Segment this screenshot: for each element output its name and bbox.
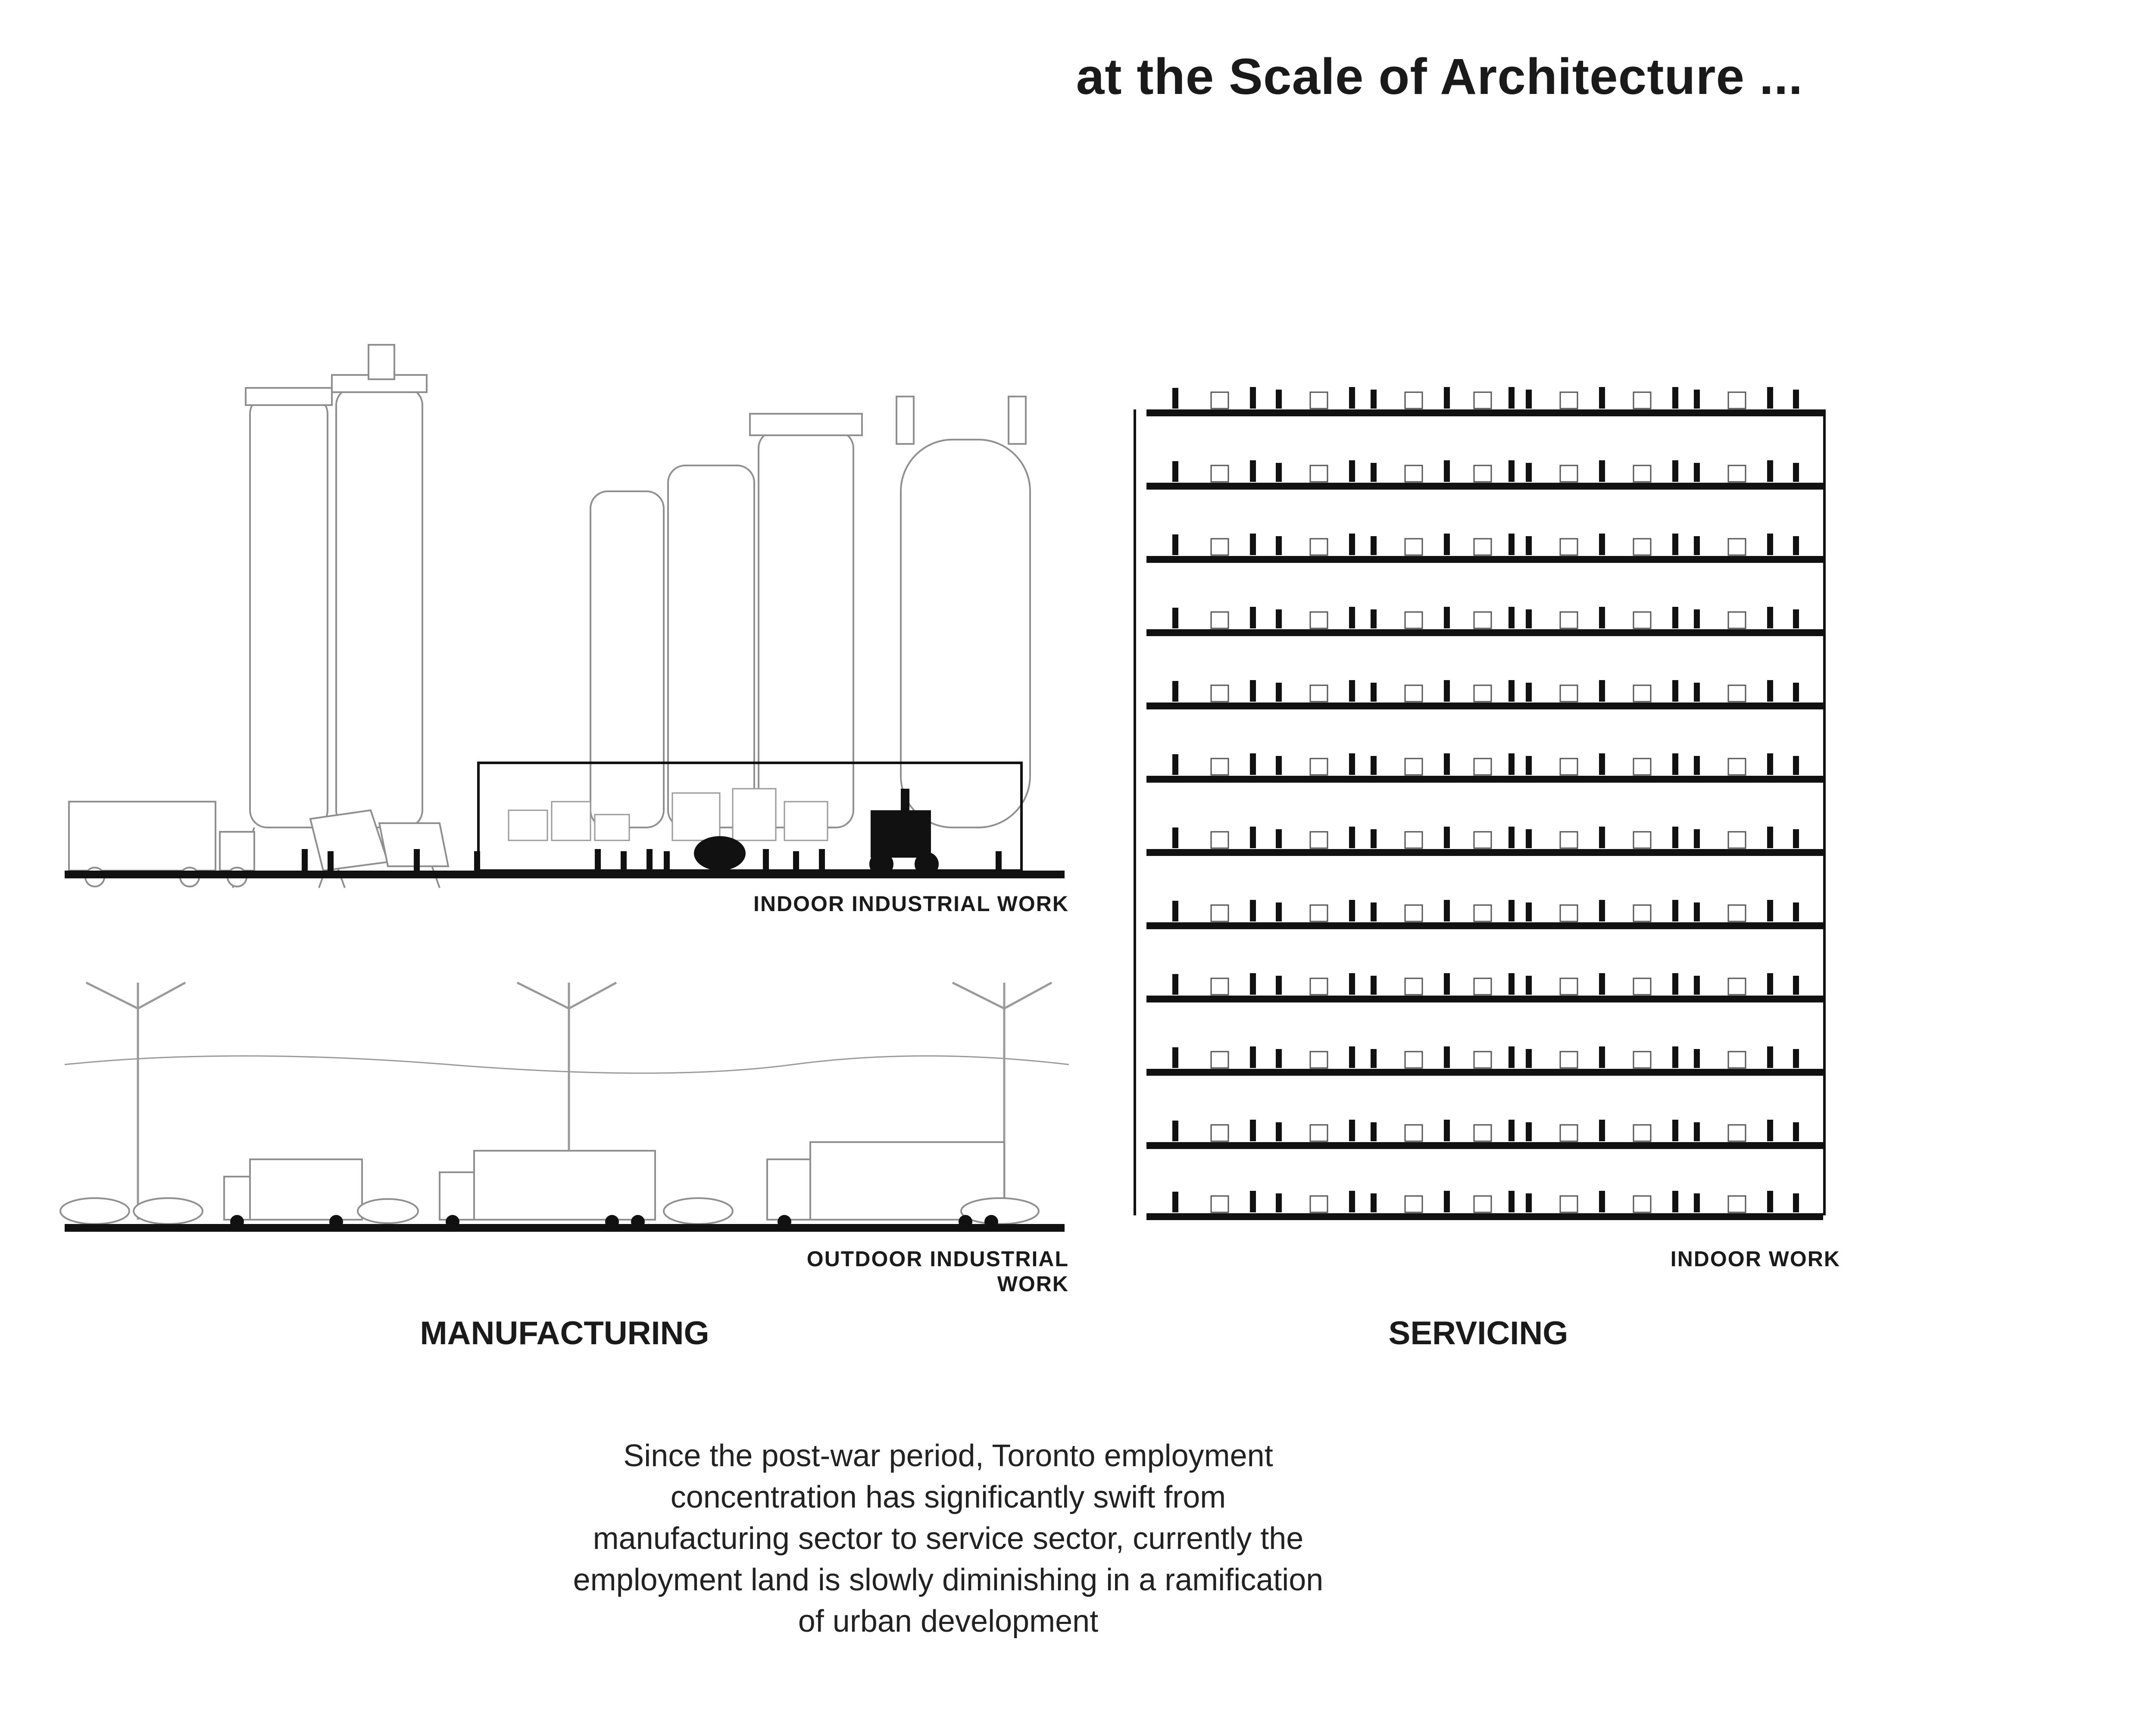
servicing-label: SERVICING xyxy=(1388,1315,1568,1352)
street-light xyxy=(86,983,185,1220)
office-floors xyxy=(1146,387,1823,1220)
indoor-work-caption: INDOOR WORK xyxy=(1670,1247,1840,1271)
manufacturing-label: MANUFACTURING xyxy=(420,1315,709,1352)
silo xyxy=(250,397,328,827)
silo xyxy=(901,440,1030,827)
indoor-industrial-illustration xyxy=(60,336,1069,879)
outdoor-industrial-illustration xyxy=(60,978,1069,1237)
page-title: at the Scale of Architecture ... xyxy=(1076,48,1803,105)
silo xyxy=(759,431,853,827)
outdoor-industrial-caption: OUTDOOR INDUSTRIAL WORK xyxy=(806,1247,1069,1296)
silo xyxy=(590,491,664,827)
servicing-floors-illustration xyxy=(1134,375,1836,1224)
left-description: Since the post-war period, Toronto employment concentration has significantly swift from manufacturing sector to service sector, currently the employment land is slowly diminishing in a ramification of urban development xyxy=(573,1439,1324,1639)
indoor-industrial-caption: INDOOR INDUSTRIAL WORK xyxy=(753,892,1069,916)
silo xyxy=(336,388,422,827)
silo xyxy=(668,465,754,827)
